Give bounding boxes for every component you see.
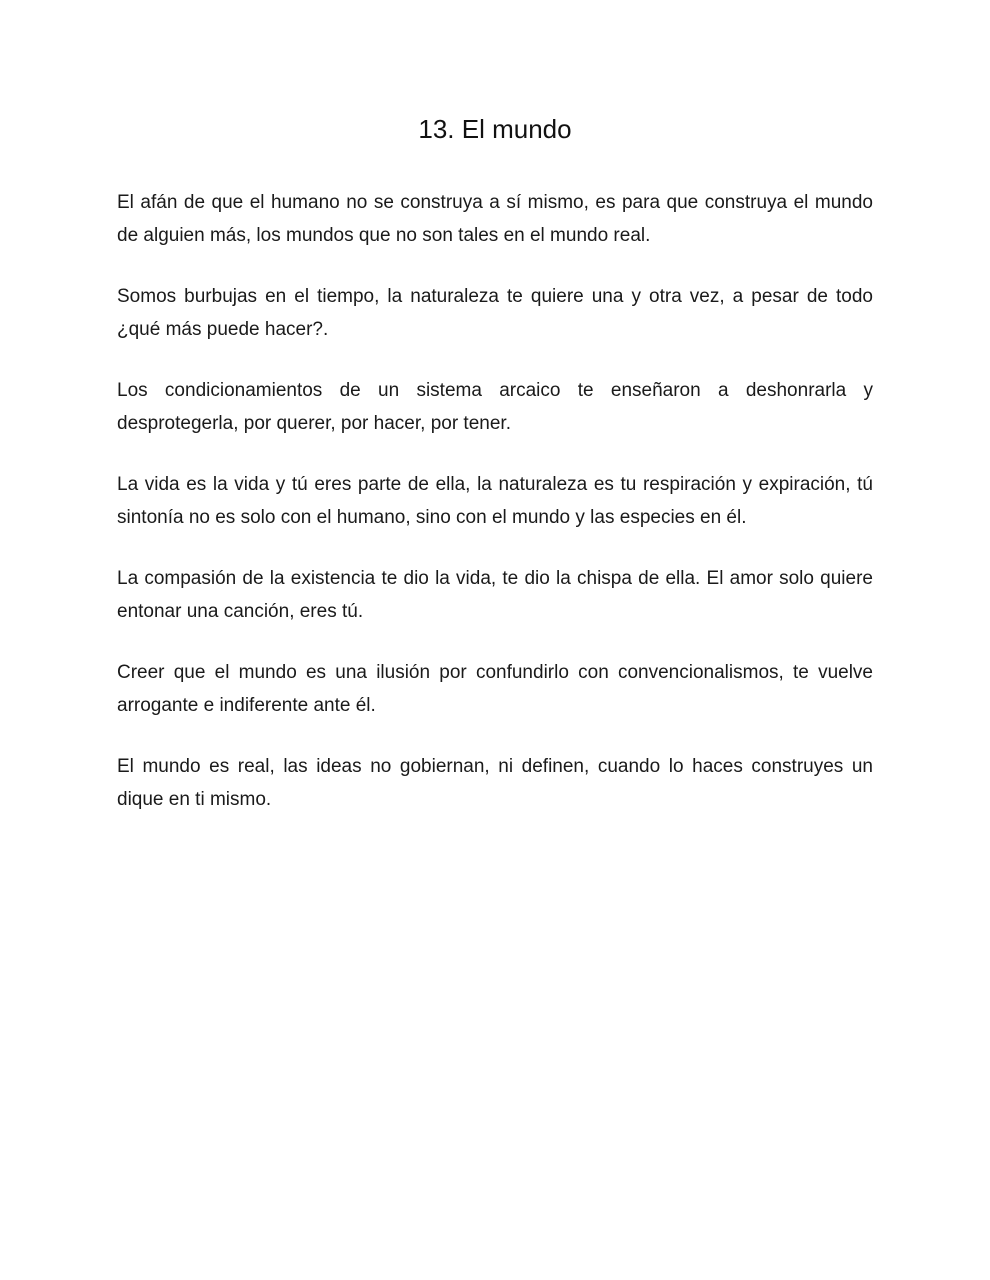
paragraph-7: El mundo es real, las ideas no gobiernan, ni definen, cuando lo haces construyes un dique en ti mismo. — [117, 756, 873, 810]
paragraph-6: Creer que el mundo es una ilusión por confundirlo con convencionalismos, te vuelve arrogante e indiferente ante él. — [117, 662, 873, 716]
paragraph-5: La compasión de la existencia te dio la vida, te dio la chispa de ella. El amor solo quiere entonar una canción, eres tú. — [117, 568, 873, 622]
paragraph-3: Los condicionamientos de un sistema arcaico te enseñaron a deshonrarla y desprotegerla, por querer, por hacer, por tener. — [117, 380, 873, 434]
paragraph-2: Somos burbujas en el tiempo, la naturaleza te quiere una y otra vez, a pesar de todo ¿qué más puede hacer?. — [117, 286, 873, 340]
paragraph-1: El afán de que el humano no se construya a sí mismo, es para que construya el mundo de alguien más, los mundos que no son tales en el mundo real. — [117, 192, 873, 246]
page-title: 13. El mundo — [418, 114, 572, 144]
document-body — [117, 186, 873, 844]
paragraph-4: La vida es la vida y tú eres parte de ella, la naturaleza es tu respiración y expiración, tú sintonía no es solo con el humano, sino con el mundo y las especies en él. — [117, 474, 873, 528]
